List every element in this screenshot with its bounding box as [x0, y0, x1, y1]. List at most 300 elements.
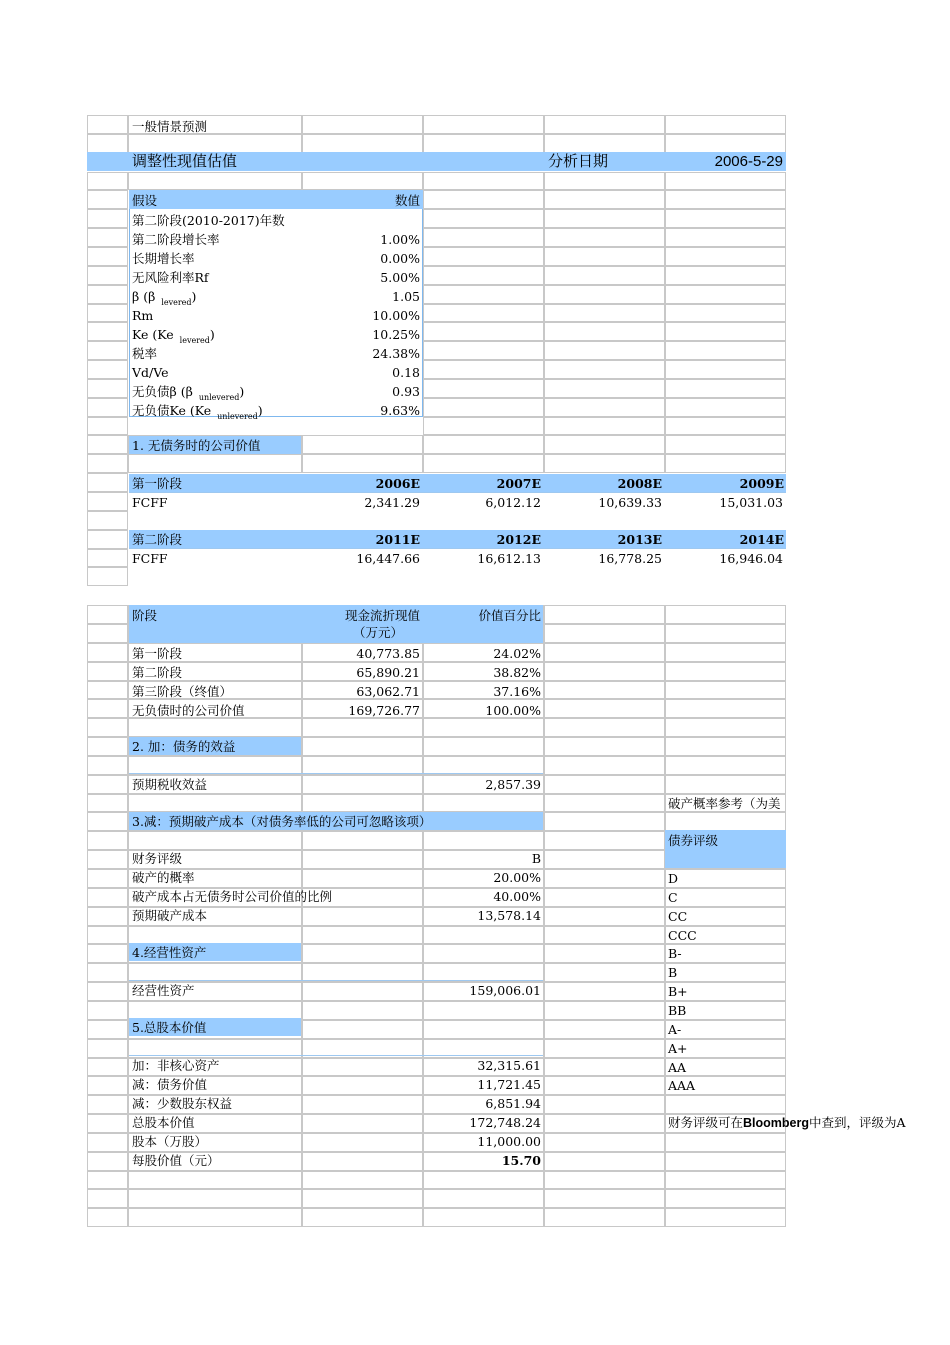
rating-item: C [668, 889, 678, 905]
bankruptcy-row-value: B [531, 851, 541, 866]
grid-cell [302, 775, 423, 794]
grid-cell [423, 1020, 544, 1039]
grid-cell [87, 1076, 128, 1095]
grid-cell [423, 831, 544, 850]
grid-cell [302, 454, 423, 473]
grid-cell [128, 454, 302, 473]
grid-cell [87, 1095, 128, 1114]
grid-cell [544, 322, 665, 341]
grid-cell [665, 228, 786, 247]
grid-cell [544, 831, 665, 850]
grid-cell [302, 926, 423, 944]
rating-item: D [668, 871, 679, 886]
grid-cell [544, 775, 665, 794]
assumption-label: 第二阶段增长率 [132, 232, 220, 247]
grid-cell [544, 115, 665, 134]
grid-cell [87, 190, 128, 209]
grid-cell [544, 435, 665, 454]
bankruptcy-row-value: 20.00% [493, 870, 541, 885]
grid-cell [87, 982, 128, 1001]
grid-cell [87, 379, 128, 398]
grid-cell [302, 1020, 423, 1039]
grid-cell [544, 643, 665, 662]
grid-cell [665, 247, 786, 266]
grid-cell [87, 850, 128, 869]
rating-item: CCC [668, 927, 697, 943]
assumptions-col-item: 假设 [132, 193, 158, 208]
stage1-fcff: 10,639.33 [598, 495, 662, 510]
rating-item: CC [668, 908, 688, 924]
equity-row-label: 总股本价值 [132, 1115, 195, 1130]
equity-row-label: 每股价值（元） [132, 1153, 220, 1168]
grid-cell [302, 944, 423, 963]
grid-cell [87, 1114, 128, 1133]
grid-cell [302, 1208, 423, 1227]
grid-cell [423, 737, 544, 756]
grid-cell [87, 172, 128, 190]
grid-cell [423, 435, 544, 454]
grid-cell [423, 304, 544, 322]
grid-cell [302, 831, 423, 850]
grid-cell [665, 379, 786, 398]
grid-cell [302, 794, 423, 812]
grid-cell [665, 662, 786, 681]
bankruptcy-row-label: 破产成本占无债务时公司价值的比例 [132, 889, 333, 904]
assumption-value: 9.63% [380, 403, 420, 418]
grid-cell [87, 1189, 128, 1208]
rating-item: A+ [668, 1040, 688, 1056]
grid-cell [665, 209, 786, 228]
grid-cell [544, 1039, 665, 1058]
grid-cell [87, 624, 128, 643]
grid-cell [665, 643, 786, 662]
grid-cell [87, 1171, 128, 1189]
grid-cell [423, 417, 544, 435]
grid-cell [665, 454, 786, 473]
grid-cell [423, 1189, 544, 1208]
analysis-date: 2006-5-29 [714, 153, 783, 170]
grid-cell [87, 398, 128, 417]
grid-cell [87, 756, 128, 775]
grid-cell [544, 888, 665, 907]
grid-cell [128, 1208, 302, 1227]
grid-cell [544, 850, 665, 869]
grid-cell [544, 379, 665, 398]
grid-cell [128, 926, 302, 944]
grid-cell [665, 1189, 786, 1208]
grid-cell [302, 1058, 423, 1076]
grid-cell [544, 228, 665, 247]
equity-row-value: 11,000.00 [477, 1134, 541, 1149]
section5-title: 5.总股本价值 [132, 1020, 207, 1035]
assumptions-col-value: 数值 [394, 193, 420, 208]
grid-cell [665, 360, 786, 379]
grid-cell [544, 1020, 665, 1039]
grid-cell [665, 718, 786, 737]
stage1-year: 2006E [375, 476, 420, 491]
grid-cell [665, 869, 786, 888]
equity-row-label: 减：债务价值 [132, 1077, 208, 1092]
grid-cell [665, 888, 786, 907]
grid-cell [87, 944, 128, 963]
grid-cell [423, 944, 544, 963]
pv-row-value: 63,062.71 [356, 684, 420, 699]
grid-cell [544, 605, 665, 624]
assumption-value: 0.00% [380, 251, 420, 266]
pv-row-value: 40,773.85 [356, 646, 420, 661]
assumption-label: 无负债β (β $_{unlevered}$) [132, 384, 245, 402]
pv-col-stage: 阶段 [132, 608, 158, 623]
grid-cell [87, 926, 128, 944]
grid-cell [544, 718, 665, 737]
grid-cell [665, 304, 786, 322]
grid-cell [544, 869, 665, 888]
stage1-year: 2009E [739, 476, 784, 491]
grid-cell [302, 1001, 423, 1020]
grid-cell [544, 963, 665, 982]
grid-cell [423, 285, 544, 304]
grid-cell [302, 1171, 423, 1189]
grid-cell [302, 435, 423, 454]
grid-cell [665, 737, 786, 756]
grid-cell [665, 172, 786, 190]
rating-item: B+ [668, 984, 688, 1000]
grid-cell [302, 907, 423, 926]
grid-cell [87, 831, 128, 850]
grid-cell [302, 718, 423, 737]
grid-cell [87, 718, 128, 737]
assumption-label: 无风险利率Rf [132, 270, 209, 285]
grid-cell [423, 379, 544, 398]
grid-cell [302, 1189, 423, 1208]
stage1-fcff: 6,012.12 [485, 495, 541, 510]
assumption-label: 长期增长率 [132, 251, 195, 266]
grid-cell [665, 435, 786, 454]
grid-cell [544, 209, 665, 228]
grid-cell [87, 1152, 128, 1171]
tax-benefit-value: 2,857.39 [485, 777, 541, 792]
section4-title: 4.经营性资产 [132, 945, 207, 960]
stage2-year: 2012E [496, 532, 541, 547]
stage2-row-label: FCFF [132, 551, 168, 566]
grid-cell [87, 643, 128, 662]
grid-cell [423, 341, 544, 360]
grid-cell [302, 982, 423, 1001]
grid-cell [544, 360, 665, 379]
grid-cell [544, 907, 665, 926]
pv-col-pct: 价值百分比 [478, 608, 541, 623]
pv-row-pct: 24.02% [493, 646, 541, 661]
grid-cell [302, 115, 423, 134]
assumption-value: 5.00% [380, 270, 420, 285]
grid-cell [87, 435, 128, 454]
grid-cell [128, 831, 302, 850]
grid-cell [423, 794, 544, 812]
grid-cell [87, 304, 128, 322]
grid-cell [665, 944, 786, 963]
grid-cell [544, 794, 665, 812]
grid-cell [302, 850, 423, 869]
grid-cell [87, 417, 128, 435]
grid-cell [302, 869, 423, 888]
pv-row-pct: 37.16% [493, 684, 541, 699]
stage2-fcff: 16,778.25 [598, 551, 662, 566]
grid-cell [87, 266, 128, 285]
grid-cell [665, 266, 786, 285]
grid-cell [665, 1171, 786, 1189]
grid-cell [128, 1171, 302, 1189]
grid-cell [87, 115, 128, 134]
grid-cell [87, 605, 128, 624]
rating-item: AA [668, 1059, 687, 1075]
pv-row-pct: 100.00% [485, 703, 541, 718]
scenario-label: 一般情景预测 [132, 119, 208, 134]
rating-item: BB [668, 1002, 687, 1018]
grid-cell [423, 926, 544, 944]
grid-cell [544, 812, 665, 831]
grid-cell [665, 699, 786, 718]
assumption-value: 24.38% [372, 346, 420, 361]
grid-cell [87, 1208, 128, 1227]
grid-cell [87, 888, 128, 907]
grid-cell [423, 209, 544, 228]
equity-row-label: 股本（万股） [132, 1134, 208, 1149]
grid-cell [87, 1058, 128, 1076]
bankruptcy-row-label: 破产的概率 [132, 870, 195, 885]
stage2-fcff: 16,447.66 [356, 551, 420, 566]
grid-cell [544, 266, 665, 285]
grid-cell [423, 454, 544, 473]
ratings-ref-title: 破产概率参考（为美 [668, 796, 781, 811]
grid-cell [544, 341, 665, 360]
grid-cell [87, 737, 128, 756]
grid-cell [128, 172, 302, 190]
grid-cell [665, 341, 786, 360]
stage2-year: 2013E [617, 532, 662, 547]
grid-cell [87, 794, 128, 812]
grid-cell [544, 134, 665, 153]
grid-cell [423, 1001, 544, 1020]
assumption-value: 10.00% [372, 308, 420, 323]
stage1-fcff: 2,341.29 [364, 495, 420, 510]
grid-cell [423, 190, 544, 209]
stage1-fcff: 15,031.03 [719, 495, 783, 510]
grid-cell [87, 454, 128, 473]
grid-cell [302, 1133, 423, 1152]
grid-cell [423, 360, 544, 379]
date-label: 分析日期 [548, 152, 609, 170]
equity-row-value: 6,851.94 [485, 1096, 541, 1111]
grid-cell [87, 662, 128, 681]
section2-title: 2. 加：债务的效益 [132, 739, 236, 754]
grid-cell [87, 511, 128, 530]
grid-cell [544, 756, 665, 775]
grid-cell [302, 737, 423, 756]
assumption-label: β (β $_{levered}$) [132, 289, 197, 307]
grid-cell [665, 605, 786, 624]
grid-cell [87, 699, 128, 718]
grid-cell [544, 982, 665, 1001]
section5-rule [129, 1055, 543, 1056]
grid-cell [87, 285, 128, 304]
pv-row-label: 第二阶段 [132, 665, 183, 680]
section3-title: 3.减：预期破产成本（对债务率低的公司可忽略该项） [132, 814, 432, 829]
grid-cell [128, 794, 302, 812]
grid-cell [87, 907, 128, 926]
grid-cell [128, 1189, 302, 1208]
bankruptcy-row-value: 40.00% [493, 889, 541, 904]
grid-cell [423, 247, 544, 266]
grid-cell [87, 681, 128, 699]
grid-cell [665, 285, 786, 304]
grid-cell [544, 681, 665, 699]
pv-row-label: 第三阶段（终值） [132, 684, 233, 699]
stage2-year: 2014E [739, 532, 784, 547]
assumption-value: 10.25% [372, 327, 420, 342]
grid-cell [665, 963, 786, 982]
grid-cell [544, 285, 665, 304]
grid-cell [302, 1076, 423, 1095]
grid-cell [87, 1020, 128, 1039]
grid-cell [665, 115, 786, 134]
rating-item: B- [668, 946, 682, 962]
grid-cell [423, 172, 544, 190]
assumption-value: 1.05 [392, 289, 420, 304]
grid-cell [665, 1152, 786, 1171]
equity-row-label: 加：非核心资产 [132, 1058, 220, 1073]
grid-cell [87, 228, 128, 247]
grid-cell [302, 134, 423, 153]
grid-cell [302, 1114, 423, 1133]
stage1-label: 第一阶段 [132, 476, 183, 491]
bankruptcy-row-value: 13,578.14 [477, 908, 541, 923]
assumption-value: 0.93 [392, 384, 420, 399]
rating-item: A- [668, 1021, 682, 1037]
grid-cell [544, 172, 665, 190]
pv-col-pv: 现金流折现值 [344, 608, 420, 623]
pv-col-pv-unit: （万元） [353, 625, 404, 640]
pv-row-value: 65,890.21 [356, 665, 420, 680]
grid-cell [544, 417, 665, 435]
grid-cell [87, 322, 128, 341]
grid-cell [544, 1171, 665, 1189]
ratings-note: 财务评级可在Bloomberg中查到，评级为A [668, 1115, 906, 1130]
grid-cell [423, 322, 544, 341]
grid-cell [302, 172, 423, 190]
grid-cell [665, 417, 786, 435]
grid-cell [87, 473, 128, 492]
grid-cell [544, 699, 665, 718]
assumption-value: 1.00% [380, 232, 420, 247]
assumption-label: 第二阶段(2010-2017)年数 [132, 213, 285, 228]
assumption-label: Ke (Ke $_{levered}$) [132, 327, 215, 345]
grid-cell [423, 115, 544, 134]
operating-assets-value: 159,006.01 [469, 983, 541, 998]
grid-cell [544, 247, 665, 266]
grid-cell [423, 398, 544, 417]
grid-cell [423, 1208, 544, 1227]
grid-cell [87, 775, 128, 794]
grid-cell [544, 190, 665, 209]
grid-cell [665, 1020, 786, 1039]
stage1-rule [129, 492, 786, 493]
assumption-label: Vd/Ve [132, 365, 169, 380]
grid-cell [544, 944, 665, 963]
ratings-col-header: 债券评级 [668, 833, 719, 848]
grid-cell [423, 228, 544, 247]
stage2-year: 2011E [375, 532, 420, 547]
pv-row-label: 无负债时的公司价值 [132, 703, 245, 718]
grid-cell [544, 398, 665, 417]
assumption-label: 无负债Ke (Ke $_{unlevered}$) [132, 403, 263, 421]
assumption-value: 0.18 [392, 365, 420, 380]
stage2-rule [129, 548, 786, 549]
rating-item: AAA [668, 1078, 696, 1094]
stage2-label: 第二阶段 [132, 532, 183, 547]
grid-cell [87, 134, 128, 153]
tax-benefit-label: 预期税收效益 [132, 777, 208, 792]
grid-cell [87, 247, 128, 266]
grid-cell [544, 624, 665, 643]
grid-cell [87, 567, 128, 586]
grid-cell [128, 718, 302, 737]
grid-cell [544, 1152, 665, 1171]
grid-cell [544, 926, 665, 944]
grid-cell [665, 398, 786, 417]
grid-cell [665, 1095, 786, 1114]
grid-cell [423, 718, 544, 737]
grid-cell [665, 134, 786, 153]
pv-row-label: 第一阶段 [132, 646, 183, 661]
grid-cell [128, 134, 302, 153]
bankruptcy-row-label: 财务评级 [132, 851, 183, 866]
section4-rule [129, 980, 543, 981]
equity-row-value: 11,721.45 [477, 1077, 541, 1092]
grid-cell [302, 1095, 423, 1114]
grid-cell [665, 681, 786, 699]
grid-cell [544, 454, 665, 473]
stage1-row-label: FCFF [132, 495, 168, 510]
section1-title: 1. 无债务时的公司价值 [132, 438, 261, 453]
assumption-label: 税率 [132, 346, 158, 361]
grid-cell [87, 209, 128, 228]
grid-cell [302, 1152, 423, 1171]
equity-row-value: 32,315.61 [477, 1058, 541, 1073]
grid-cell [665, 812, 786, 831]
grid-cell [665, 775, 786, 794]
stage2-fcff: 16,946.04 [719, 551, 783, 566]
grid-cell [544, 1189, 665, 1208]
grid-cell [87, 1133, 128, 1152]
grid-cell [87, 1001, 128, 1020]
stage2-fcff: 16,612.13 [477, 551, 541, 566]
grid-cell [87, 360, 128, 379]
operating-assets-label: 经营性资产 [132, 983, 195, 998]
bankruptcy-row-label: 预期破产成本 [132, 908, 208, 923]
grid-cell [87, 341, 128, 360]
grid-cell [665, 624, 786, 643]
grid-cell [665, 190, 786, 209]
grid-cell [544, 1001, 665, 1020]
rating-item: B [668, 965, 678, 981]
grid-cell [544, 1114, 665, 1133]
grid-cell [665, 1133, 786, 1152]
pv-row-value: 169,726.77 [348, 703, 420, 718]
equity-row-value: 172,748.24 [469, 1115, 541, 1130]
equity-row-label: 减：少数股东权益 [132, 1096, 233, 1111]
grid-cell [87, 492, 128, 511]
grid-cell [87, 869, 128, 888]
